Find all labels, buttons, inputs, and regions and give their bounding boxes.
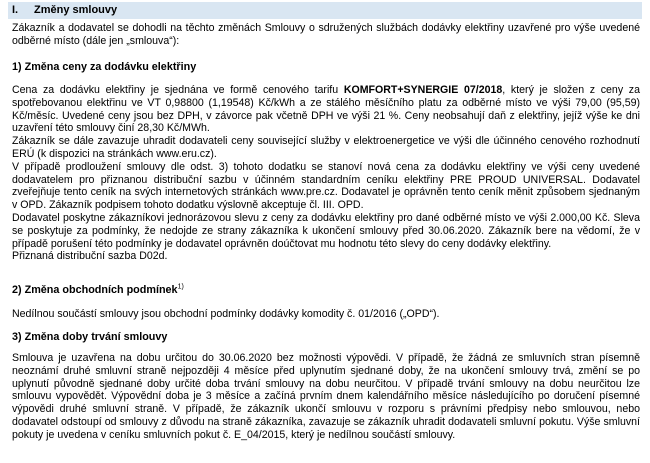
part1-extension-paragraph: V případě prodloužení smlouvy dle odst. 3) tohoto dodatku se stanoví nová cena za dodávku elektřiny ve výši ceny uvedené dodavatelem pro přiznanou distribuční sazbu v účinném standardním ceníku elektřiny PRE PROUD UNIVERSAL. Dodavatel zveřejňuje tento ceník na svých internetových stránkách www.pre.cz. Dodavatel je oprávněn tento ceník měnit způsobem sjednaným v OPD. Zákazník podpisem tohoto dodatku výslovně akceptuje čl. III. OPD. [12,160,640,212]
part1-discount-paragraph: Dodavatel poskytne zákazníkovi jednorázovou slevu z ceny za dodávku elektřiny pro dané odběrné místo ve výši 2.000,00 Kč. Sleva se poskytuje za podmínky, že nedojde ze strany zákazníka k ukončení smlouvy před 30.06.2020. Zákazník bere na vědomí, že v případě porušení této podmínky je dodavatel oprávněn doúčtovat mu hodnotu této slevy do ceny dodávky elektřiny. [12,211,640,250]
intro-paragraph: Zákazník a dodavatel se dohodli na těchto změnách Smlouvy o sdružených službách dodávky elektřiny uzavřené pro výše uvedené odběrné místo (dále jen „smlouva“): [12,22,640,47]
section-number: I. [12,4,19,16]
part2-footnote-mark: 1) [177,283,184,291]
part2-body [12,308,640,321]
part3-heading-block [12,331,640,344]
part3-heading: 3) Změna doby trvání smlouvy [12,331,168,343]
intro-block [12,22,640,48]
part2-paragraph: Nedílnou součástí smlouvy jsou obchodní podmínky dodávky komodity č. 01/2016 („OPD“). [12,308,440,320]
section-header [8,2,642,19]
part1-body [12,84,640,263]
part1-price-text-start: Cena za dodávku elektřiny je sjednána ve formě cenového tarifu [12,84,344,96]
part2-heading-block [12,284,640,297]
part1-services-paragraph: Zákazník se dále zavazuje uhradit dodavateli ceny související služby v elektroenergetice ve výši dle účinného cenového rozhodnutí ERÚ (k dispozici na stránkách www.eru.cz). [12,135,640,160]
part3-paragraph: Smlouva je uzavřena na dobu určitou do 30.06.2020 bez možnosti výpovědi. V případě, že žádná ze smluvních stran písemně neoznámí druhé smluvní straně nejpozději 4 měsíce před uplynutím sjednané doby, že na ukončení smlouvy trvá, změní se po uplynutí původně sjednané doby určité doba trvání smlouvy na dobu neurčitou. V případě trvání smlouvy na dobu neurčitou lze smlouvu vypovědět. Výpovědní doba je 3 měsíce a začíná prvním dnem kalendářního měsíce následujícího po doručení písemné výpovědi druhé smluvní straně. V případě, že zákazník ukončí smlouvu v rozporu s právními předpisy nebo smlouvou, nebo dodavatel odstoupí od smlouvy z důvodu na straně zákazníka, zavazuje se zákazník uhradit dodavateli smluvní pokutu. Výše smluvní pokuty je uvedena v ceníku smluvních pokut č. E_04/2015, který je nedílnou součástí smlouvy. [12,352,640,441]
part1-price-text-end: , který je složen z ceny za spotřebovanou elektřinu ve VT 0,98800 (1,19548) Kč/kWh a ze stálého měsíčního platu za odběrné místo ve výši 79,00 (95,59) Kč/měsíc. Uvedené ceny jsou bez DPH, v závorce pak včetně DPH ve výši 21 %. Ceny neobsahují daň z elektřiny, jejíž výše ke dni uzavření této smlouvy činí 28,30 Kč/MWh. [12,84,640,135]
part2-heading [12,284,640,297]
part1-distribution-rate: Přiznaná distribuční sazba D02d. [12,250,168,263]
part1-tariff-name: KOMFORT+SYNERGIE 07/2018 [343,84,503,96]
part1-heading-block [12,61,640,74]
part2-heading-text: 2) Změna obchodních podmínek [12,284,178,296]
part1-price-paragraph [12,84,640,135]
section-title: Změny smlouvy [34,4,118,16]
part1-heading: 1) Změna ceny za dodávku elektřiny [12,61,197,73]
part3-body [12,352,640,442]
